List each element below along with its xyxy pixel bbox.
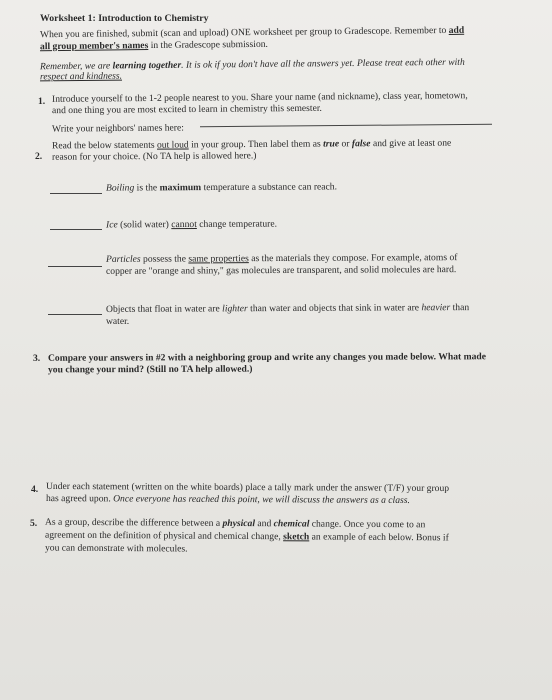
intro-text-2: in the Gradescope submission. <box>148 38 268 52</box>
q2-true: true <box>323 138 340 150</box>
statement-2 <box>106 219 277 232</box>
s3-text-b: possess the <box>140 253 189 265</box>
remember-learning: learning together <box>112 59 182 72</box>
q1-names-blank[interactable] <box>200 124 492 128</box>
q5-text-e: change. Once you come to an <box>309 518 426 531</box>
q3-line-1: Compare your answers in #2 with a neighboring group and write any changes you made below. What made <box>47 351 487 364</box>
q4-line-1: Under each statement (written on the white boards) place a tally mark under the answer (T/F) your group <box>45 480 450 495</box>
s3-particles: Particles <box>105 253 141 265</box>
s4-text-a: Objects that float in water are <box>105 303 223 315</box>
s1-text-b: is the <box>134 182 160 194</box>
statement-1-blank[interactable] <box>50 193 102 194</box>
intro-names: all group member's names <box>39 40 149 53</box>
s2-text-b: (solid water) <box>117 219 172 231</box>
statement-4-blank[interactable] <box>48 314 102 315</box>
s4-text-e: than <box>450 302 470 314</box>
s2-cannot: cannot <box>171 218 197 231</box>
q3-line-2: you change your mind? (Still no TA help allowed.) <box>47 363 253 376</box>
statement-4-line-2: water. <box>106 316 130 327</box>
intro-line-2 <box>40 39 268 53</box>
q2-text-e: or <box>339 138 352 150</box>
q1-number: 1. <box>38 96 46 107</box>
s2-text-d: change temperature. <box>196 218 278 230</box>
s1-maximum: maximum <box>159 182 202 194</box>
q4-number: 4. <box>31 484 39 495</box>
q5-text-a: As a group, describe the difference between a <box>44 516 223 529</box>
s4-heavier: heavier <box>421 302 451 314</box>
s1-boiling: Boiling <box>105 182 135 194</box>
remember-line-2: respect and kindness. <box>39 70 123 83</box>
q2-text-c: in your group. Then label them as <box>188 138 324 151</box>
q1-line-1: Introduce yourself to the 1-2 people nearest to you. Share your name (and nickname), class year, hometown, <box>51 90 468 105</box>
q4-line-2 <box>46 493 410 507</box>
intro-add: add <box>448 24 465 36</box>
remember-text-c: . It is ok if you don't have all the answers yet. Please treat each other with <box>181 56 465 71</box>
s1-text-d: temperature a substance can reach. <box>201 181 338 194</box>
s4-text-c: than water and objects that sink in water are <box>247 302 422 315</box>
statement-3-line-2: copper are "orange and shiny," gas molecules are transparent, and solid molecules are hard. <box>105 264 457 277</box>
s2-ice: Ice <box>105 219 118 231</box>
q4-text-b: Once everyone has reached this point, we will discuss the answers as a class. <box>113 493 410 506</box>
s3-same-properties: same properties <box>188 253 249 265</box>
statement-1 <box>106 181 337 194</box>
q2-text-a: Read the below statements <box>51 139 158 152</box>
q2-out-loud: out loud <box>156 139 189 151</box>
q1-line-2: and one thing you are most excited to learn in chemistry this semester. <box>51 102 322 117</box>
q5-chemical: chemical <box>273 518 310 530</box>
remember-text-a: Remember, we are <box>39 60 113 73</box>
q5-number: 5. <box>30 518 38 529</box>
worksheet-title: Worksheet 1: Introduction to Chemistry <box>40 13 209 24</box>
s4-lighter: lighter <box>222 303 248 315</box>
q5-text-2: agreement on the definition of physical and chemical change, <box>44 529 284 543</box>
q5-text-2c: an example of each below. Bonus if <box>309 531 449 544</box>
statement-3-blank[interactable] <box>48 266 102 267</box>
q1-line-3: Write your neighbors' names here: <box>51 122 184 135</box>
q4-text-a: has agreed upon. <box>45 493 114 505</box>
q5-physical: physical <box>222 517 256 530</box>
q5-text-c: and <box>254 518 274 530</box>
s3-text-d: as the materials they compose. For example, atoms of <box>248 252 458 265</box>
q5-line-3: you can demonstrate with molecules. <box>44 542 188 555</box>
q2-number: 2. <box>35 151 43 162</box>
q3-number: 3. <box>33 353 41 364</box>
q2-false: false <box>351 138 371 150</box>
q2-line-2: reason for your choice. (No TA help is allowed here.) <box>51 150 257 163</box>
statement-4-line-1 <box>106 302 469 316</box>
q5-sketch: sketch <box>283 531 310 543</box>
intro-text: When you are finished, submit (scan and upload) ONE worksheet per group to Gradescope. Remember to <box>39 24 449 41</box>
statement-2-blank[interactable] <box>50 229 102 230</box>
q2-text-g: and give at least one <box>370 137 452 150</box>
